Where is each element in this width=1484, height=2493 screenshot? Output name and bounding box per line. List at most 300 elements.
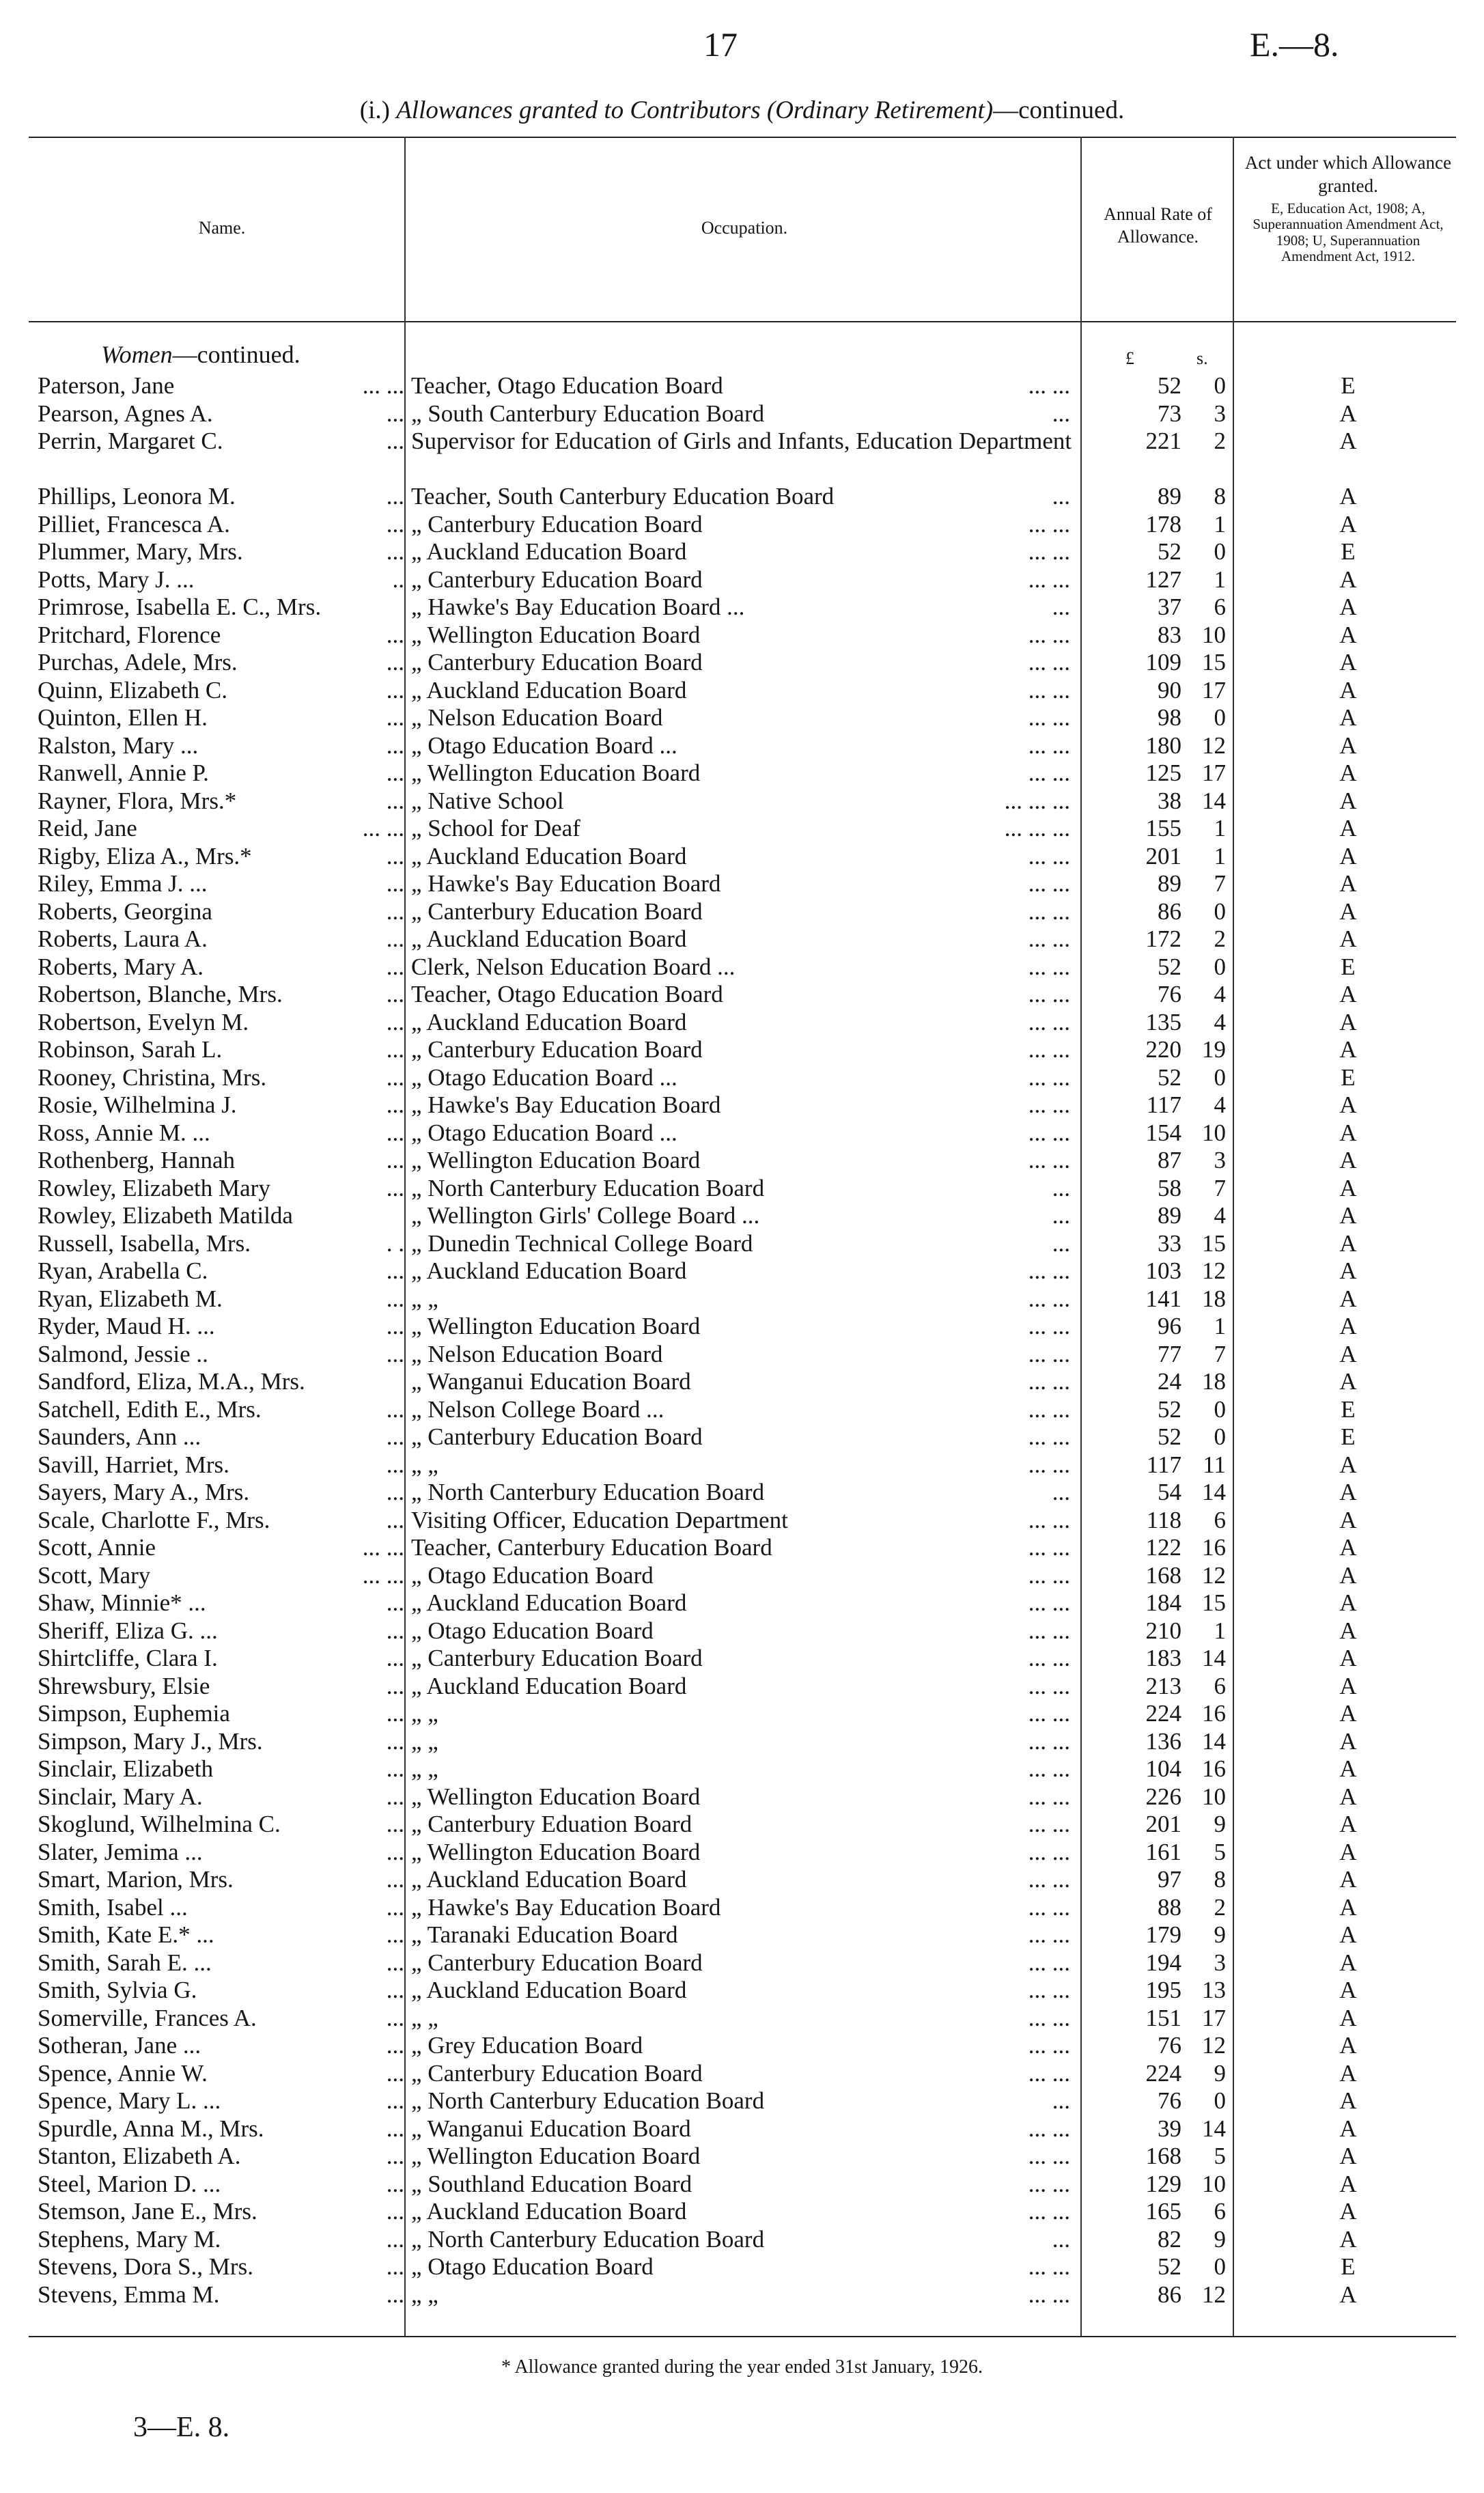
leader-dots: ... ... <box>1028 842 1070 869</box>
contributor-name: Spence, Mary L. ... <box>38 2087 221 2114</box>
name-cell <box>38 1673 410 1700</box>
name-cell <box>38 511 410 538</box>
name-cell <box>38 1451 410 1479</box>
table-row <box>0 1673 1484 1701</box>
table-row <box>0 1894 1484 1922</box>
occupation-text: „ Auckland Education Board <box>411 676 687 704</box>
leader-dots: ... ... <box>1028 1119 1070 1146</box>
act-code: A <box>1339 1866 1357 1893</box>
occupation-text: „ Canterbury Education Board <box>411 1949 703 1976</box>
leader-dots: ... ... <box>1028 1036 1070 1063</box>
occupation-cell <box>411 2198 1077 2225</box>
occupation-text: „ North Canterbury Education Board <box>411 1174 765 1201</box>
occupation-cell <box>411 1396 1077 1423</box>
page-header <box>0 25 1484 72</box>
leader-dots: .. <box>392 566 404 593</box>
leader-dots: ... <box>386 1036 404 1063</box>
leader-dots: ... <box>386 1811 404 1837</box>
leader-dots: ... ... <box>1028 1561 1070 1589</box>
name-cell <box>38 2171 410 2198</box>
table-row <box>0 2143 1484 2171</box>
allowance-shillings: 17 <box>1202 676 1226 704</box>
occupation-cell <box>411 1202 1077 1229</box>
table-row <box>0 428 1484 483</box>
leader-dots: ... ... <box>1028 953 1070 980</box>
occupation-cell <box>411 1562 1077 1589</box>
act-code: A <box>1339 2059 1357 2087</box>
occupation-cell <box>411 566 1077 594</box>
allowance-shillings: 14 <box>1202 1479 1226 1505</box>
section-label-italic: Women <box>101 341 173 368</box>
table-row <box>0 1423 1484 1451</box>
leader-dots: ... <box>386 676 404 704</box>
act-code: A <box>1339 2281 1357 2308</box>
name-cell <box>38 1119 410 1147</box>
table-row <box>0 511 1484 539</box>
allowance-pounds: 89 <box>1158 1202 1181 1229</box>
table-row <box>0 2281 1484 2309</box>
allowance-shillings: 15 <box>1202 649 1226 676</box>
act-code: A <box>1339 1202 1357 1229</box>
leader-dots: ... ... <box>1028 1617 1070 1644</box>
act-code: A <box>1339 1091 1357 1118</box>
occupation-text: Teacher, South Canterbury Education Board <box>411 483 835 510</box>
allowance-pounds: 82 <box>1158 2225 1181 2253</box>
allowance-shillings: 13 <box>1202 1977 1226 2003</box>
act-code: A <box>1339 815 1357 841</box>
act-code: E <box>1341 1423 1356 1450</box>
name-cell <box>38 1949 410 1977</box>
leader-dots: ... <box>386 2087 404 2114</box>
table-row <box>0 677 1484 705</box>
act-code: E <box>1341 2253 1356 2280</box>
page-signature: 3—E. 8. <box>133 2412 230 2443</box>
occupation-cell <box>411 1534 1077 1561</box>
page-number: 17 <box>703 25 738 64</box>
table-row <box>0 760 1484 788</box>
occupation-cell <box>411 1589 1077 1617</box>
occupation-cell <box>411 483 1077 510</box>
column-header-occupation: Occupation. <box>701 218 788 238</box>
table-row <box>0 400 1484 428</box>
allowance-pounds: 83 <box>1158 621 1181 648</box>
allowance-shillings: 8 <box>1214 483 1226 510</box>
occupation-text: „ Auckland Education Board <box>411 1008 687 1035</box>
occupation-cell <box>411 2281 1077 2309</box>
contributor-name: Sandford, Eliza, M.A., Mrs. <box>38 1368 305 1395</box>
name-cell <box>38 1202 410 1229</box>
allowance-pounds: 129 <box>1145 2170 1181 2197</box>
leader-dots: ... <box>386 870 404 897</box>
act-code: A <box>1339 621 1357 648</box>
allowance-pounds: 76 <box>1158 2087 1181 2114</box>
contributor-name: Rooney, Christina, Mrs. <box>38 1063 267 1091</box>
act-code: A <box>1339 2087 1357 2114</box>
contributor-name: Ralston, Mary ... <box>38 732 199 759</box>
act-code: A <box>1339 2198 1357 2225</box>
leader-dots: ... <box>1052 1479 1070 1505</box>
leader-dots: ... ... <box>1028 1645 1070 1671</box>
act-code: A <box>1339 1561 1357 1589</box>
name-cell <box>38 1589 410 1617</box>
contributor-name: Sayers, Mary A., Mrs. <box>38 1479 250 1505</box>
occupation-text: „ Hawke's Bay Education Board <box>411 1893 721 1921</box>
allowance-shillings: 14 <box>1202 787 1226 814</box>
allowance-shillings: 12 <box>1202 1257 1226 1284</box>
contributor-name: Pearson, Agnes A. <box>38 400 213 427</box>
contributor-name: Rowley, Elizabeth Mary <box>38 1174 270 1201</box>
leader-dots: ... <box>386 621 404 648</box>
act-code: A <box>1339 566 1357 593</box>
act-code: A <box>1339 2004 1357 2031</box>
act-code: A <box>1339 842 1357 869</box>
leader-dots: ... ... <box>1028 981 1070 1007</box>
leader-dots: ... ... <box>1028 566 1070 593</box>
allowance-pounds: 52 <box>1158 1063 1181 1091</box>
allowance-shillings: 0 <box>1214 538 1226 565</box>
allowance-shillings: 2 <box>1214 925 1226 952</box>
leader-dots: ... ... <box>1028 2115 1070 2142</box>
allowance-shillings: 19 <box>1202 1036 1226 1063</box>
contributor-name: Robertson, Evelyn M. <box>38 1008 249 1035</box>
occupation-cell <box>411 1617 1077 1645</box>
allowance-shillings: 0 <box>1214 372 1226 399</box>
name-cell <box>38 1479 410 1506</box>
allowance-shillings: 9 <box>1214 1921 1226 1948</box>
leader-dots: ... <box>386 1949 404 1976</box>
allowance-shillings: 9 <box>1214 1811 1226 1837</box>
leader-dots: ... <box>386 1672 404 1699</box>
table-row <box>0 1175 1484 1203</box>
contributor-name: Robertson, Blanche, Mrs. <box>38 981 283 1007</box>
allowance-pounds: 221 <box>1145 428 1181 454</box>
allowance-pounds: 89 <box>1158 870 1181 897</box>
occupation-text: „ Auckland Education Board <box>411 1257 687 1284</box>
leader-dots: ... ... <box>1028 1811 1070 1837</box>
act-code: A <box>1339 1783 1357 1810</box>
table-row <box>0 483 1484 511</box>
allowance-pounds: 179 <box>1145 1921 1181 1948</box>
allowance-shillings: 0 <box>1214 1423 1226 1450</box>
occupation-text: „ Wanganui Education Board <box>411 1368 691 1395</box>
occupation-cell <box>411 2115 1077 2143</box>
allowance-shillings: 1 <box>1214 815 1226 841</box>
occupation-text: „ „ <box>411 1755 438 1782</box>
leader-dots: ... <box>386 1313 404 1339</box>
allowance-shillings: 17 <box>1202 760 1226 786</box>
occupation-text: „ Auckland Education Board <box>411 538 687 565</box>
allowance-shillings: 3 <box>1214 1949 1226 1976</box>
contributor-name: Rayner, Flora, Mrs.* <box>38 787 237 814</box>
contributor-name: Pilliet, Francesca A. <box>38 510 230 538</box>
allowance-shillings: 6 <box>1214 1506 1226 1533</box>
table-row <box>0 1839 1484 1867</box>
act-code: A <box>1339 428 1357 454</box>
leader-dots: ... ... <box>1028 1921 1070 1948</box>
table-row <box>0 1396 1484 1424</box>
occupation-text: „ Wellington Education Board <box>411 1313 701 1339</box>
name-cell <box>38 1313 410 1340</box>
occupation-text: „ Hawke's Bay Education Board <box>411 870 721 897</box>
allowance-pounds: 168 <box>1145 1561 1181 1589</box>
leader-dots: ... <box>386 1091 404 1118</box>
name-cell <box>38 1175 410 1202</box>
leader-dots: ... ... <box>1028 2281 1070 2308</box>
allowance-shillings: 0 <box>1214 1063 1226 1091</box>
table-row <box>0 1617 1484 1645</box>
contributor-name: Plummer, Mary, Mrs. <box>38 538 243 565</box>
allowance-shillings: 1 <box>1214 842 1226 869</box>
allowance-pounds: 220 <box>1145 1036 1181 1063</box>
name-cell <box>38 538 410 566</box>
name-cell <box>38 1645 410 1672</box>
act-code: A <box>1339 1534 1357 1561</box>
name-cell <box>38 622 410 649</box>
table-row <box>0 1064 1484 1092</box>
allowance-shillings: 10 <box>1202 2170 1226 2197</box>
occupation-text: „ Canterbury Education Board <box>411 649 703 676</box>
occupation-cell <box>411 788 1077 815</box>
allowance-shillings: 12 <box>1202 732 1226 759</box>
occupation-cell <box>411 372 1077 400</box>
allowance-pounds: 141 <box>1145 1285 1181 1312</box>
occupation-cell <box>411 1009 1077 1036</box>
allowance-pounds: 52 <box>1158 1423 1181 1450</box>
act-code: A <box>1339 649 1357 676</box>
table-row <box>0 732 1484 760</box>
occupation-cell <box>411 1091 1077 1119</box>
occupation-text: „ Wellington Education Board <box>411 1838 701 1865</box>
allowance-pounds: 109 <box>1145 649 1181 676</box>
leader-dots: ... <box>386 1119 404 1146</box>
act-header-title: Act under which Allowance granted. <box>1244 152 1452 196</box>
table-row <box>0 649 1484 677</box>
contributor-name: Ross, Annie M. ... <box>38 1119 210 1146</box>
occupation-cell <box>411 1119 1077 1147</box>
leader-dots: ... ... <box>1028 510 1070 538</box>
footnote: * Allowance granted during the year ended 31st January, 1926. <box>501 2356 983 2378</box>
act-code: A <box>1339 1229 1357 1257</box>
occupation-text: „ „ <box>411 1727 438 1755</box>
leader-dots: ... ... <box>1028 1838 1070 1865</box>
occupation-text: „ Grey Education Board <box>411 2032 643 2059</box>
allowance-pounds: 76 <box>1158 2032 1181 2059</box>
section-label <box>101 340 300 369</box>
table-row <box>0 2005 1484 2033</box>
name-cell <box>38 760 410 787</box>
leader-dots: ... ... <box>1028 1313 1070 1339</box>
contributor-name: Savill, Harriet, Mrs. <box>38 1451 229 1478</box>
contributor-name: Rowley, Elizabeth Matilda <box>38 1202 293 1229</box>
occupation-text: „ Wanganui Education Board <box>411 2115 691 2142</box>
name-cell <box>38 2087 410 2115</box>
leader-dots: ... <box>386 1008 404 1035</box>
name-cell <box>38 1617 410 1645</box>
leader-dots: ... ... <box>1028 1063 1070 1091</box>
occupation-text: „ Auckland Education Board <box>411 1589 687 1616</box>
name-cell <box>38 428 410 455</box>
table-row <box>0 1451 1484 1479</box>
allowance-pounds: 125 <box>1145 760 1181 786</box>
allowance-shillings: 9 <box>1214 2225 1226 2253</box>
leader-dots: ... ... <box>1028 2032 1070 2059</box>
leader-dots: ... ... <box>1028 1506 1070 1533</box>
table-bottom-rule <box>29 2336 1456 2337</box>
contributor-name: Sinclair, Elizabeth <box>38 1755 214 1782</box>
occupation-text: „ Otago Education Board ... <box>411 1119 677 1146</box>
leader-dots: ... <box>1052 483 1070 510</box>
act-code: A <box>1339 1479 1357 1505</box>
allowance-pounds: 183 <box>1145 1645 1181 1671</box>
contributor-name: Stanton, Elizabeth A. <box>38 2143 241 2169</box>
leader-dots: ... <box>386 2281 404 2308</box>
unit-shilling: s. <box>1196 348 1208 368</box>
table-row <box>0 1534 1484 1562</box>
contributor-name: Sotheran, Jane ... <box>38 2032 201 2059</box>
leader-dots: ... <box>386 1755 404 1782</box>
contributor-name: Scott, Annie <box>38 1534 156 1561</box>
occupation-text: „ „ <box>411 1700 438 1727</box>
leader-dots: ... ... <box>1028 2253 1070 2280</box>
leader-dots: ... <box>1052 594 1070 620</box>
name-cell <box>38 1507 410 1534</box>
leader-dots: ... <box>386 2253 404 2280</box>
leader-dots: ... <box>386 1063 404 1091</box>
act-code: A <box>1339 1672 1357 1699</box>
table-top-rule <box>29 137 1456 138</box>
occupation-cell <box>411 1230 1077 1257</box>
name-cell <box>38 566 410 594</box>
contributor-name: Robinson, Sarah L. <box>38 1036 223 1063</box>
allowance-pounds: 52 <box>1158 372 1181 399</box>
allowance-pounds: 58 <box>1158 1174 1181 1201</box>
name-cell <box>38 1811 410 1838</box>
leader-dots: ... <box>386 400 404 427</box>
occupation-cell <box>411 2060 1077 2087</box>
allowance-shillings: 1 <box>1214 510 1226 538</box>
name-cell <box>38 870 410 897</box>
name-cell <box>38 1009 410 1036</box>
act-code: A <box>1339 760 1357 786</box>
contributor-name: Phillips, Leonora M. <box>38 483 236 510</box>
leader-dots: ... <box>386 1645 404 1671</box>
occupation-text: „ Auckland Education Board <box>411 925 687 952</box>
name-cell <box>38 843 410 870</box>
leader-dots: ... <box>386 649 404 676</box>
leader-dots: ... <box>386 842 404 869</box>
column-header-name: Name. <box>198 218 246 238</box>
occupation-text: „ Canterbury Education Board <box>411 1423 703 1450</box>
allowance-shillings: 16 <box>1202 1755 1226 1782</box>
allowance-shillings: 1 <box>1214 1617 1226 1644</box>
act-code: E <box>1341 1395 1356 1423</box>
table-row <box>0 2198 1484 2226</box>
occupation-text: Clerk, Nelson Education Board ... <box>411 953 736 980</box>
contributor-name: Purchas, Adele, Mrs. <box>38 649 238 676</box>
leader-dots: ... <box>386 981 404 1007</box>
leader-dots: ... ... ... <box>1004 815 1070 841</box>
act-code: A <box>1339 1727 1357 1755</box>
allowance-pounds: 52 <box>1158 953 1181 980</box>
allowance-shillings: 1 <box>1214 1313 1226 1339</box>
act-code: E <box>1341 953 1356 980</box>
occupation-text: „ Wellington Education Board <box>411 2143 701 2169</box>
allowance-shillings: 14 <box>1202 2115 1226 2142</box>
occupation-text: Teacher, Otago Education Board <box>411 372 723 399</box>
occupation-text: „ Canterbury Education Board <box>411 2059 703 2087</box>
occupation-text: „ Auckland Education Board <box>411 1977 687 2003</box>
allowance-shillings: 10 <box>1202 1119 1226 1146</box>
table-row <box>0 1728 1484 1756</box>
leader-dots: ... <box>386 2198 404 2225</box>
table-row <box>0 1285 1484 1313</box>
occupation-text: „ Taranaki Education Board <box>411 1921 678 1948</box>
allowance-pounds: 135 <box>1145 1008 1181 1035</box>
occupation-cell <box>411 1064 1077 1091</box>
contributor-name: Quinn, Elizabeth C. <box>38 676 228 704</box>
table-row <box>0 815 1484 843</box>
section-label-suffix: —continued. <box>172 341 300 368</box>
leader-dots: ... <box>1052 2225 1070 2253</box>
table-row <box>0 622 1484 650</box>
contributor-name: Paterson, Jane <box>38 372 175 399</box>
act-code: A <box>1339 870 1357 897</box>
contributor-name: Ryan, Elizabeth M. <box>38 1285 223 1312</box>
allowance-shillings: 5 <box>1214 1838 1226 1865</box>
leader-dots: ... <box>386 1340 404 1367</box>
contributor-name: Roberts, Georgina <box>38 897 212 925</box>
contributor-name: Stevens, Dora S., Mrs. <box>38 2253 253 2280</box>
act-code: A <box>1339 1645 1357 1671</box>
occupation-cell <box>411 1479 1077 1506</box>
act-code: A <box>1339 483 1357 510</box>
name-cell <box>38 925 410 953</box>
allowance-pounds: 33 <box>1158 1229 1181 1257</box>
act-code: E <box>1341 1063 1356 1091</box>
allowance-shillings: 6 <box>1214 1672 1226 1699</box>
allowance-shillings: 0 <box>1214 2087 1226 2114</box>
act-code: A <box>1339 400 1357 427</box>
occupation-text: „ Canterbury Education Board <box>411 510 703 538</box>
occupation-text: Teacher, Canterbury Education Board <box>411 1534 772 1561</box>
allowance-pounds: 103 <box>1145 1257 1181 1284</box>
contributor-name: Roberts, Laura A. <box>38 925 208 952</box>
occupation-text: „ Canterbury Education Board <box>411 566 703 593</box>
name-cell <box>38 2005 410 2032</box>
contributor-name: Primrose, Isabella E. C., Mrs. <box>38 594 322 620</box>
document-code: E.—8. <box>1250 25 1339 64</box>
allowance-pounds: 97 <box>1158 1866 1181 1893</box>
act-header-key: E, Education Act, 1908; A, Superannuation Amendment Act, 1908; U, Superannuation Amendment Act, 1912. <box>1252 199 1444 265</box>
act-code: A <box>1339 1257 1357 1284</box>
allowance-shillings: 18 <box>1202 1285 1226 1312</box>
act-code: A <box>1339 1755 1357 1782</box>
table-row <box>0 566 1484 594</box>
occupation-cell <box>411 1285 1077 1313</box>
allowance-shillings: 16 <box>1202 1534 1226 1561</box>
contributor-name: Simpson, Euphemia <box>38 1700 230 1727</box>
occupation-cell <box>411 870 1077 897</box>
occupation-text: „ School for Deaf <box>411 815 580 841</box>
leader-dots: ... <box>386 2170 404 2197</box>
leader-dots: ... <box>386 787 404 814</box>
leader-dots: ... <box>386 483 404 510</box>
leader-dots: ... ... <box>1028 1949 1070 1976</box>
allowance-pounds: 168 <box>1145 2143 1181 2169</box>
table-row <box>0 898 1484 926</box>
leader-dots: ... ... <box>1028 1147 1070 1173</box>
table-title <box>0 96 1484 125</box>
